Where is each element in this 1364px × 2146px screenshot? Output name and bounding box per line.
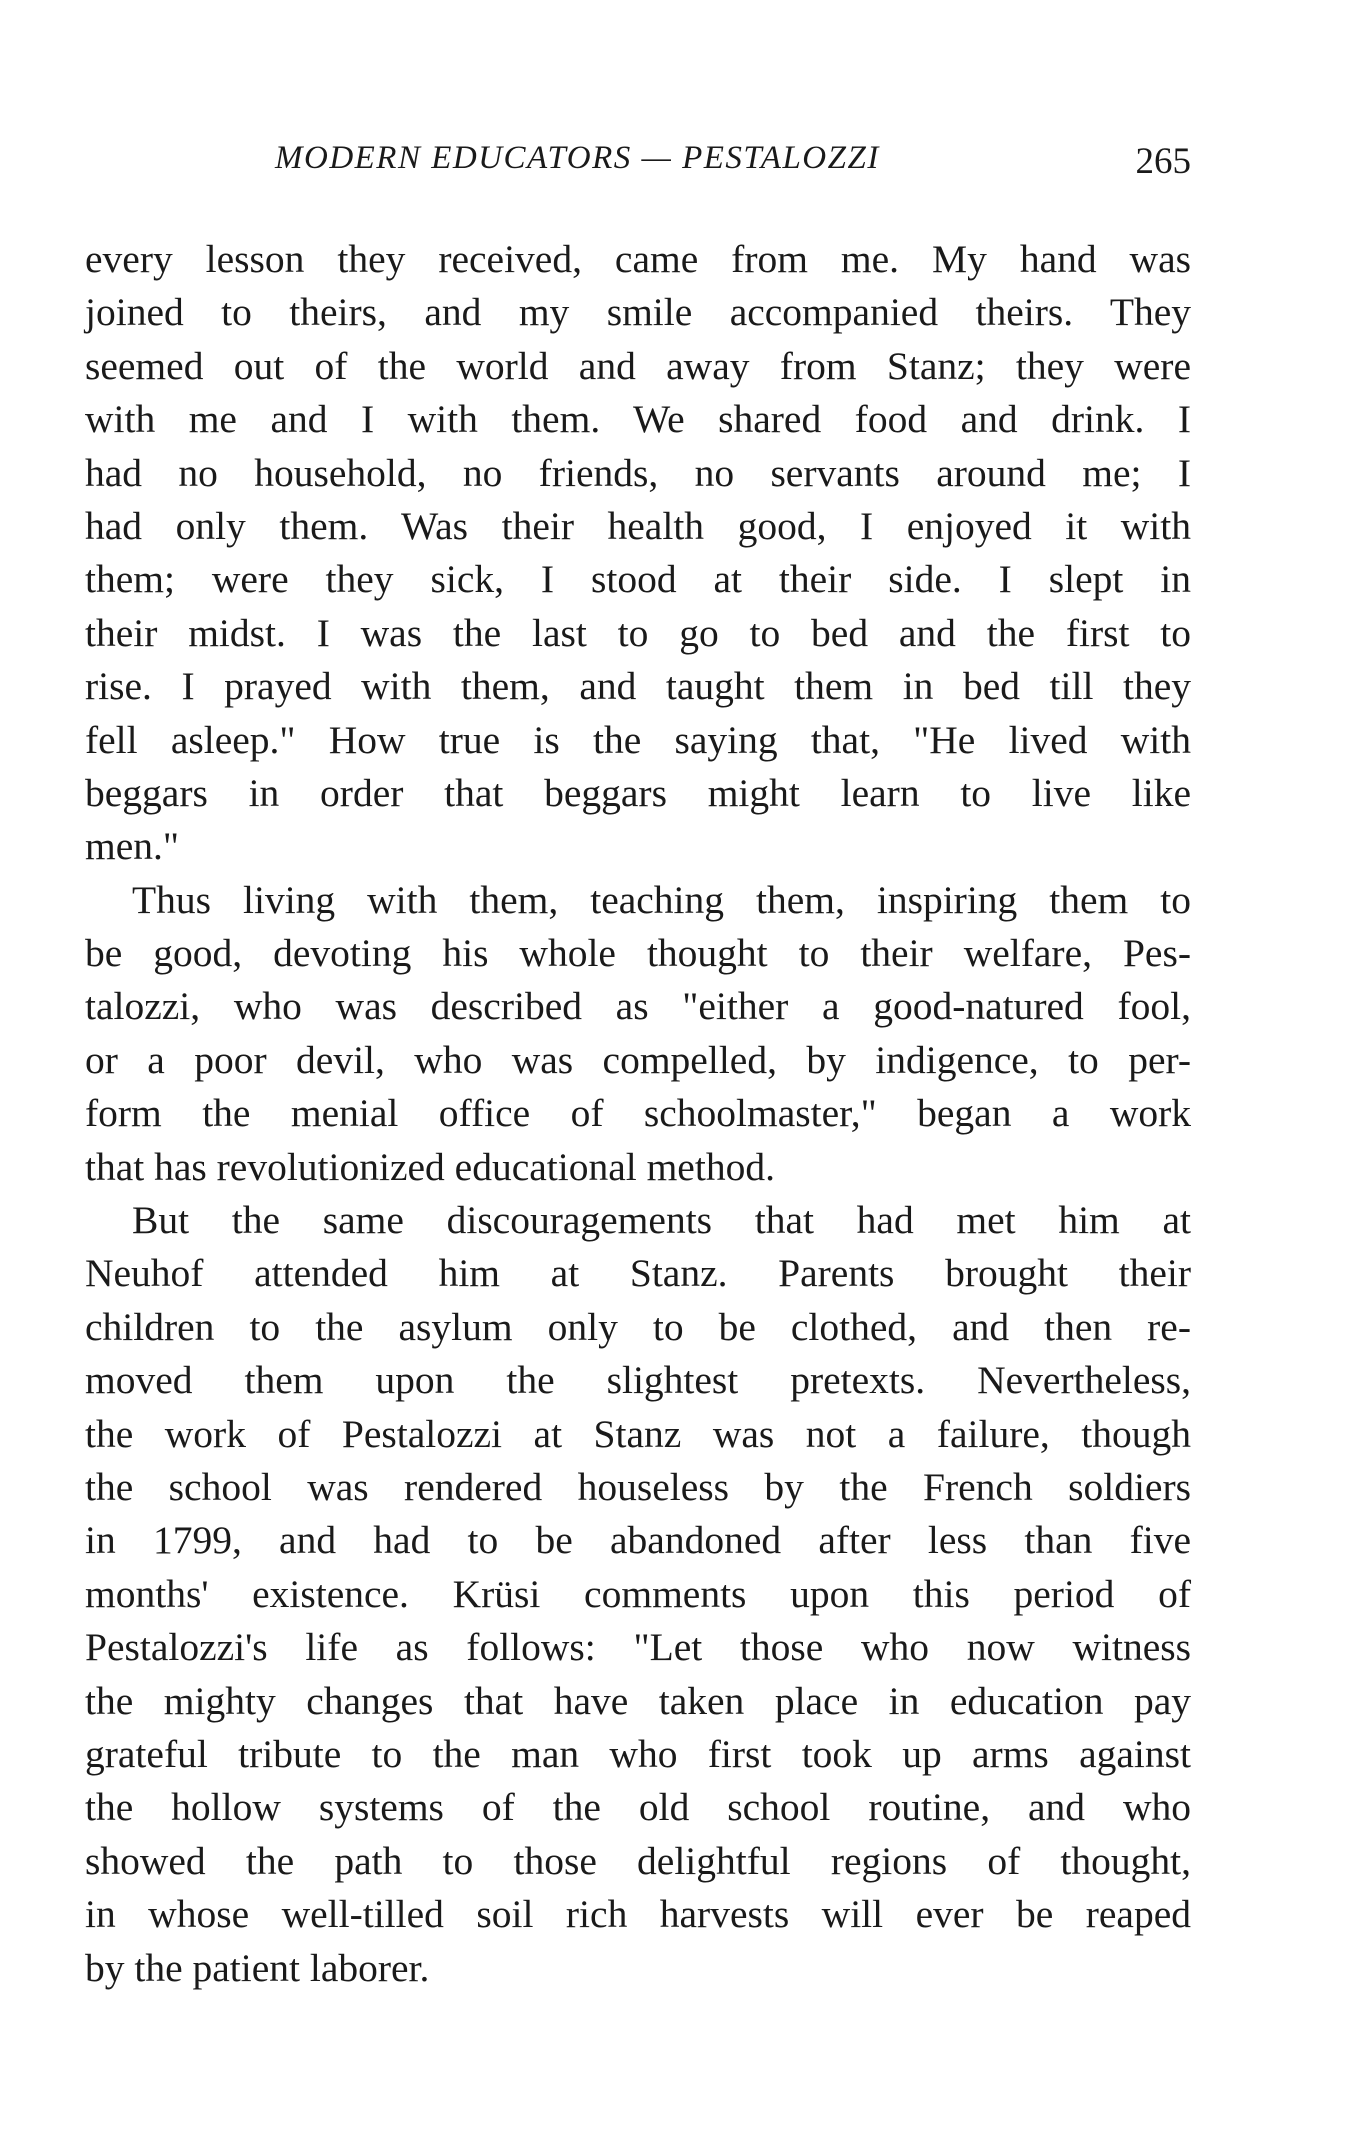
text-line: had only them. Was their health good, I enjoyed it with bbox=[85, 503, 1191, 548]
text-line: beggars in order that beggars might learn to live like bbox=[85, 770, 1191, 815]
text-line: by the patient laborer. bbox=[85, 1945, 430, 1990]
text-line: be good, devoting his whole thought to their welfare, Pes- bbox=[85, 931, 1191, 976]
text-line: the hollow systems of the old school routine, and who bbox=[85, 1785, 1191, 1830]
text-line: in whose well-tilled soil rich harvests will ever be reaped bbox=[85, 1892, 1191, 1937]
text-line: rise. I prayed with them, and taught them in bed till they bbox=[85, 664, 1191, 709]
text-line: with me and I with them. We shared food and drink. I bbox=[85, 397, 1191, 442]
text-line: the work of Pestalozzi at Stanz was not a failure, though bbox=[85, 1411, 1191, 1456]
text-line: Neuhof attended him at Stanz. Parents brought their bbox=[85, 1251, 1191, 1296]
text-line: the mighty changes that have taken place in education pay bbox=[85, 1678, 1191, 1723]
text-line: But the same discouragements that had met him at bbox=[132, 1198, 1191, 1243]
paragraph bbox=[85, 1194, 1191, 1995]
text-line: Thus living with them, teaching them, inspiring them to bbox=[132, 877, 1191, 922]
text-line: or a poor devil, who was compelled, by indigence, to per- bbox=[85, 1037, 1191, 1082]
text-line: moved them upon the slightest pretexts. Nevertheless, bbox=[85, 1358, 1191, 1403]
text-line: in 1799, and had to be abandoned after less than five bbox=[85, 1518, 1191, 1563]
text-line: children to the asylum only to be clothed, and then re- bbox=[85, 1304, 1191, 1349]
text-line: the school was rendered houseless by the French soldiers bbox=[85, 1464, 1191, 1509]
text-line: fell asleep." How true is the saying that, "He lived with bbox=[85, 717, 1191, 762]
paragraph bbox=[85, 233, 1191, 874]
text-line: had no household, no friends, no servants around me; I bbox=[85, 450, 1191, 495]
text-line: talozzi, who was described as "either a good-natured fool, bbox=[85, 984, 1191, 1029]
text-line: every lesson they received, came from me. My hand was bbox=[85, 237, 1191, 281]
page-body bbox=[85, 233, 1191, 1995]
text-line: seemed out of the world and away from Stanz; they were bbox=[85, 343, 1191, 388]
paragraph bbox=[85, 874, 1191, 1194]
text-line: their midst. I was the last to go to bed and the first to bbox=[85, 610, 1191, 655]
page-header bbox=[85, 140, 1191, 190]
text-line: that has revolutionized educational method. bbox=[85, 1144, 775, 1189]
text-line: Pestalozzi's life as follows: "Let those who now witness bbox=[85, 1625, 1191, 1670]
text-line: grateful tribute to the man who first took up arms against bbox=[85, 1731, 1191, 1776]
text-line: them; were they sick, I stood at their side. I slept in bbox=[85, 557, 1191, 602]
text-line: showed the path to those delightful regions of thought, bbox=[85, 1838, 1191, 1883]
running-title: MODERN EDUCATORS — PESTALOZZI bbox=[275, 140, 880, 176]
text-line: men." bbox=[85, 824, 180, 869]
page-number: 265 bbox=[1135, 141, 1191, 182]
text-line: months' existence. Krüsi comments upon this period of bbox=[85, 1571, 1191, 1616]
text-line: form the menial office of schoolmaster," began a work bbox=[85, 1091, 1191, 1136]
text-line: joined to theirs, and my smile accompanied theirs. They bbox=[85, 290, 1191, 335]
